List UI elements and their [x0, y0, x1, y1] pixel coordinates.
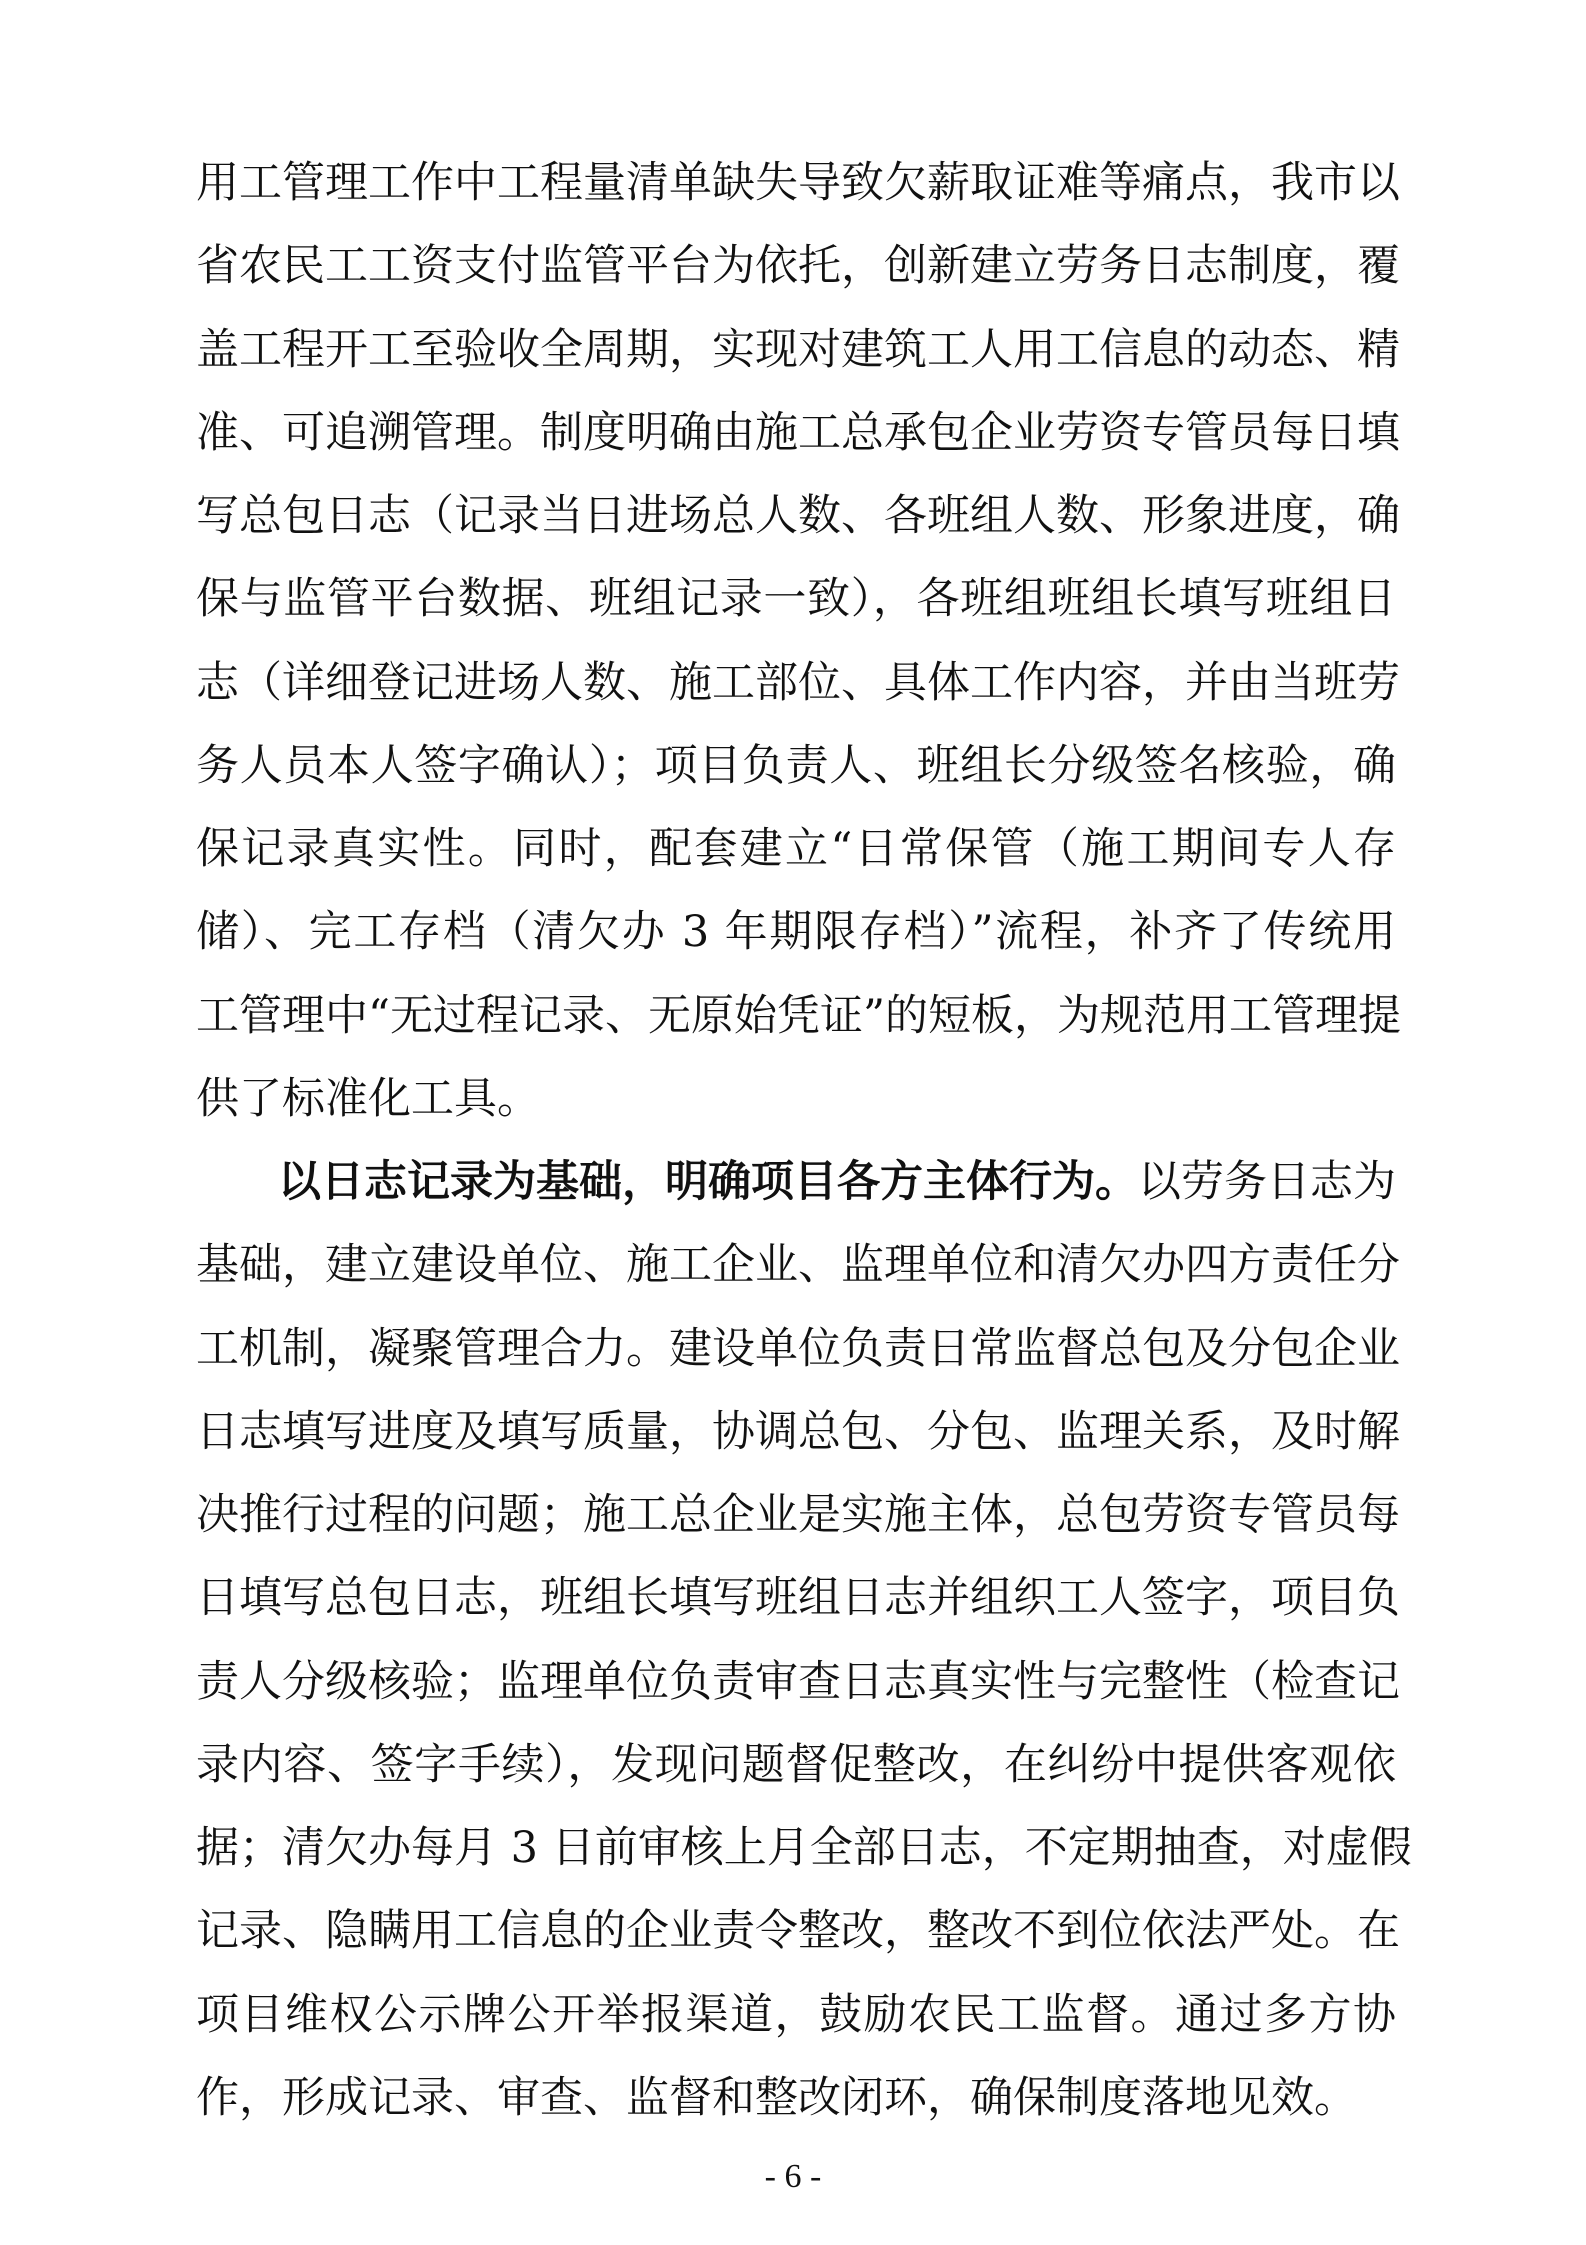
paragraph-2-line: 记录、隐瞒用工信息的企业责令整改，整改不到位依法严处。在: [196, 1906, 1400, 1957]
paragraph-1-line: 志（详细登记进场人数、施工部位、具体工作内容，并由当班劳: [196, 657, 1400, 708]
paragraph-1-line: 保与监管平台数据、班组记录一致），各班组班组长填写班组日: [196, 574, 1396, 625]
paragraph-1-line: 盖工程开工至验收全周期，实现对建筑工人用工信息的动态、精: [196, 324, 1400, 375]
paragraph-1-line: 工管理中“无过程记录、无原始凭证”的短板，为规范用工管理提: [196, 990, 1401, 1041]
page-number: - 6 -: [764, 2158, 822, 2195]
paragraph-1-line: 储）、完工存档（清欠办 3 年期限存档）”流程，补齐了传统用: [196, 907, 1396, 958]
paragraph-2-line: 据；清欠办每月 3 日前审核上月全部日志，不定期抽查，对虚假: [196, 1823, 1412, 1873]
paragraph-1-line: 写总包日志（记录当日进场总人数、各班组人数、形象进度，确: [196, 491, 1400, 541]
paragraph-1-line: 保记录真实性。同时，配套建立“日常保管（施工期间专人存: [196, 824, 1396, 874]
paragraph-2-first-line: [278, 1141, 1396, 1224]
paragraph-2-line: 录内容、签字手续），发现问题督促整改，在纠纷中提供客观依: [196, 1739, 1396, 1790]
paragraph-2-line: 责人分级核验；监理单位负责审查日志真实性与完整性（检查记: [196, 1656, 1400, 1707]
paragraph-1-line: 用工管理工作中工程量清单缺失导致欠薪取证难等痛点，我市以: [196, 158, 1400, 208]
paragraph-2-line: 工机制，凝聚管理合力。建设单位负责日常监督总包及分包企业: [196, 1323, 1400, 1374]
paragraph-1-line: 务人员本人签字确认）；项目负责人、班组长分级签名核验，确: [196, 740, 1396, 791]
paragraph-1-line: 准、可追溯管理。制度明确由施工总承包企业劳资专管员每日填: [196, 407, 1400, 458]
paragraph-1-line: 供了标准化工具。: [196, 1073, 540, 1124]
paragraph-2-line-rest: 以劳务日志为: [1138, 1157, 1396, 1207]
paragraph-2-line: 日志填写进度及填写质量，协调总包、分包、监理关系，及时解: [196, 1406, 1400, 1457]
paragraph-2-line: 决推行过程的问题；施工总企业是实施主体，总包劳资专管员每: [196, 1490, 1400, 1540]
paragraph-heading: 以日志记录为基础，明确项目各方主体行为。: [278, 1157, 1138, 1207]
paragraph-2-line: 项目维权公示牌公开举报渠道，鼓励农民工监督。通过多方协: [196, 1989, 1396, 2040]
paragraph-2-line: 基础，建立建设单位、施工企业、监理单位和清欠办四方责任分: [196, 1240, 1400, 1291]
paragraph-1-line: 省农民工工资支付监管平台为依托，创新建立劳务日志制度，覆: [196, 241, 1400, 292]
paragraph-2-line: 日填写总包日志，班组长填写班组日志并组织工人签字，项目负: [196, 1573, 1400, 1624]
paragraph-2-line: 作，形成记录、审查、监督和整改闭环，确保制度落地见效。: [196, 2072, 1357, 2123]
